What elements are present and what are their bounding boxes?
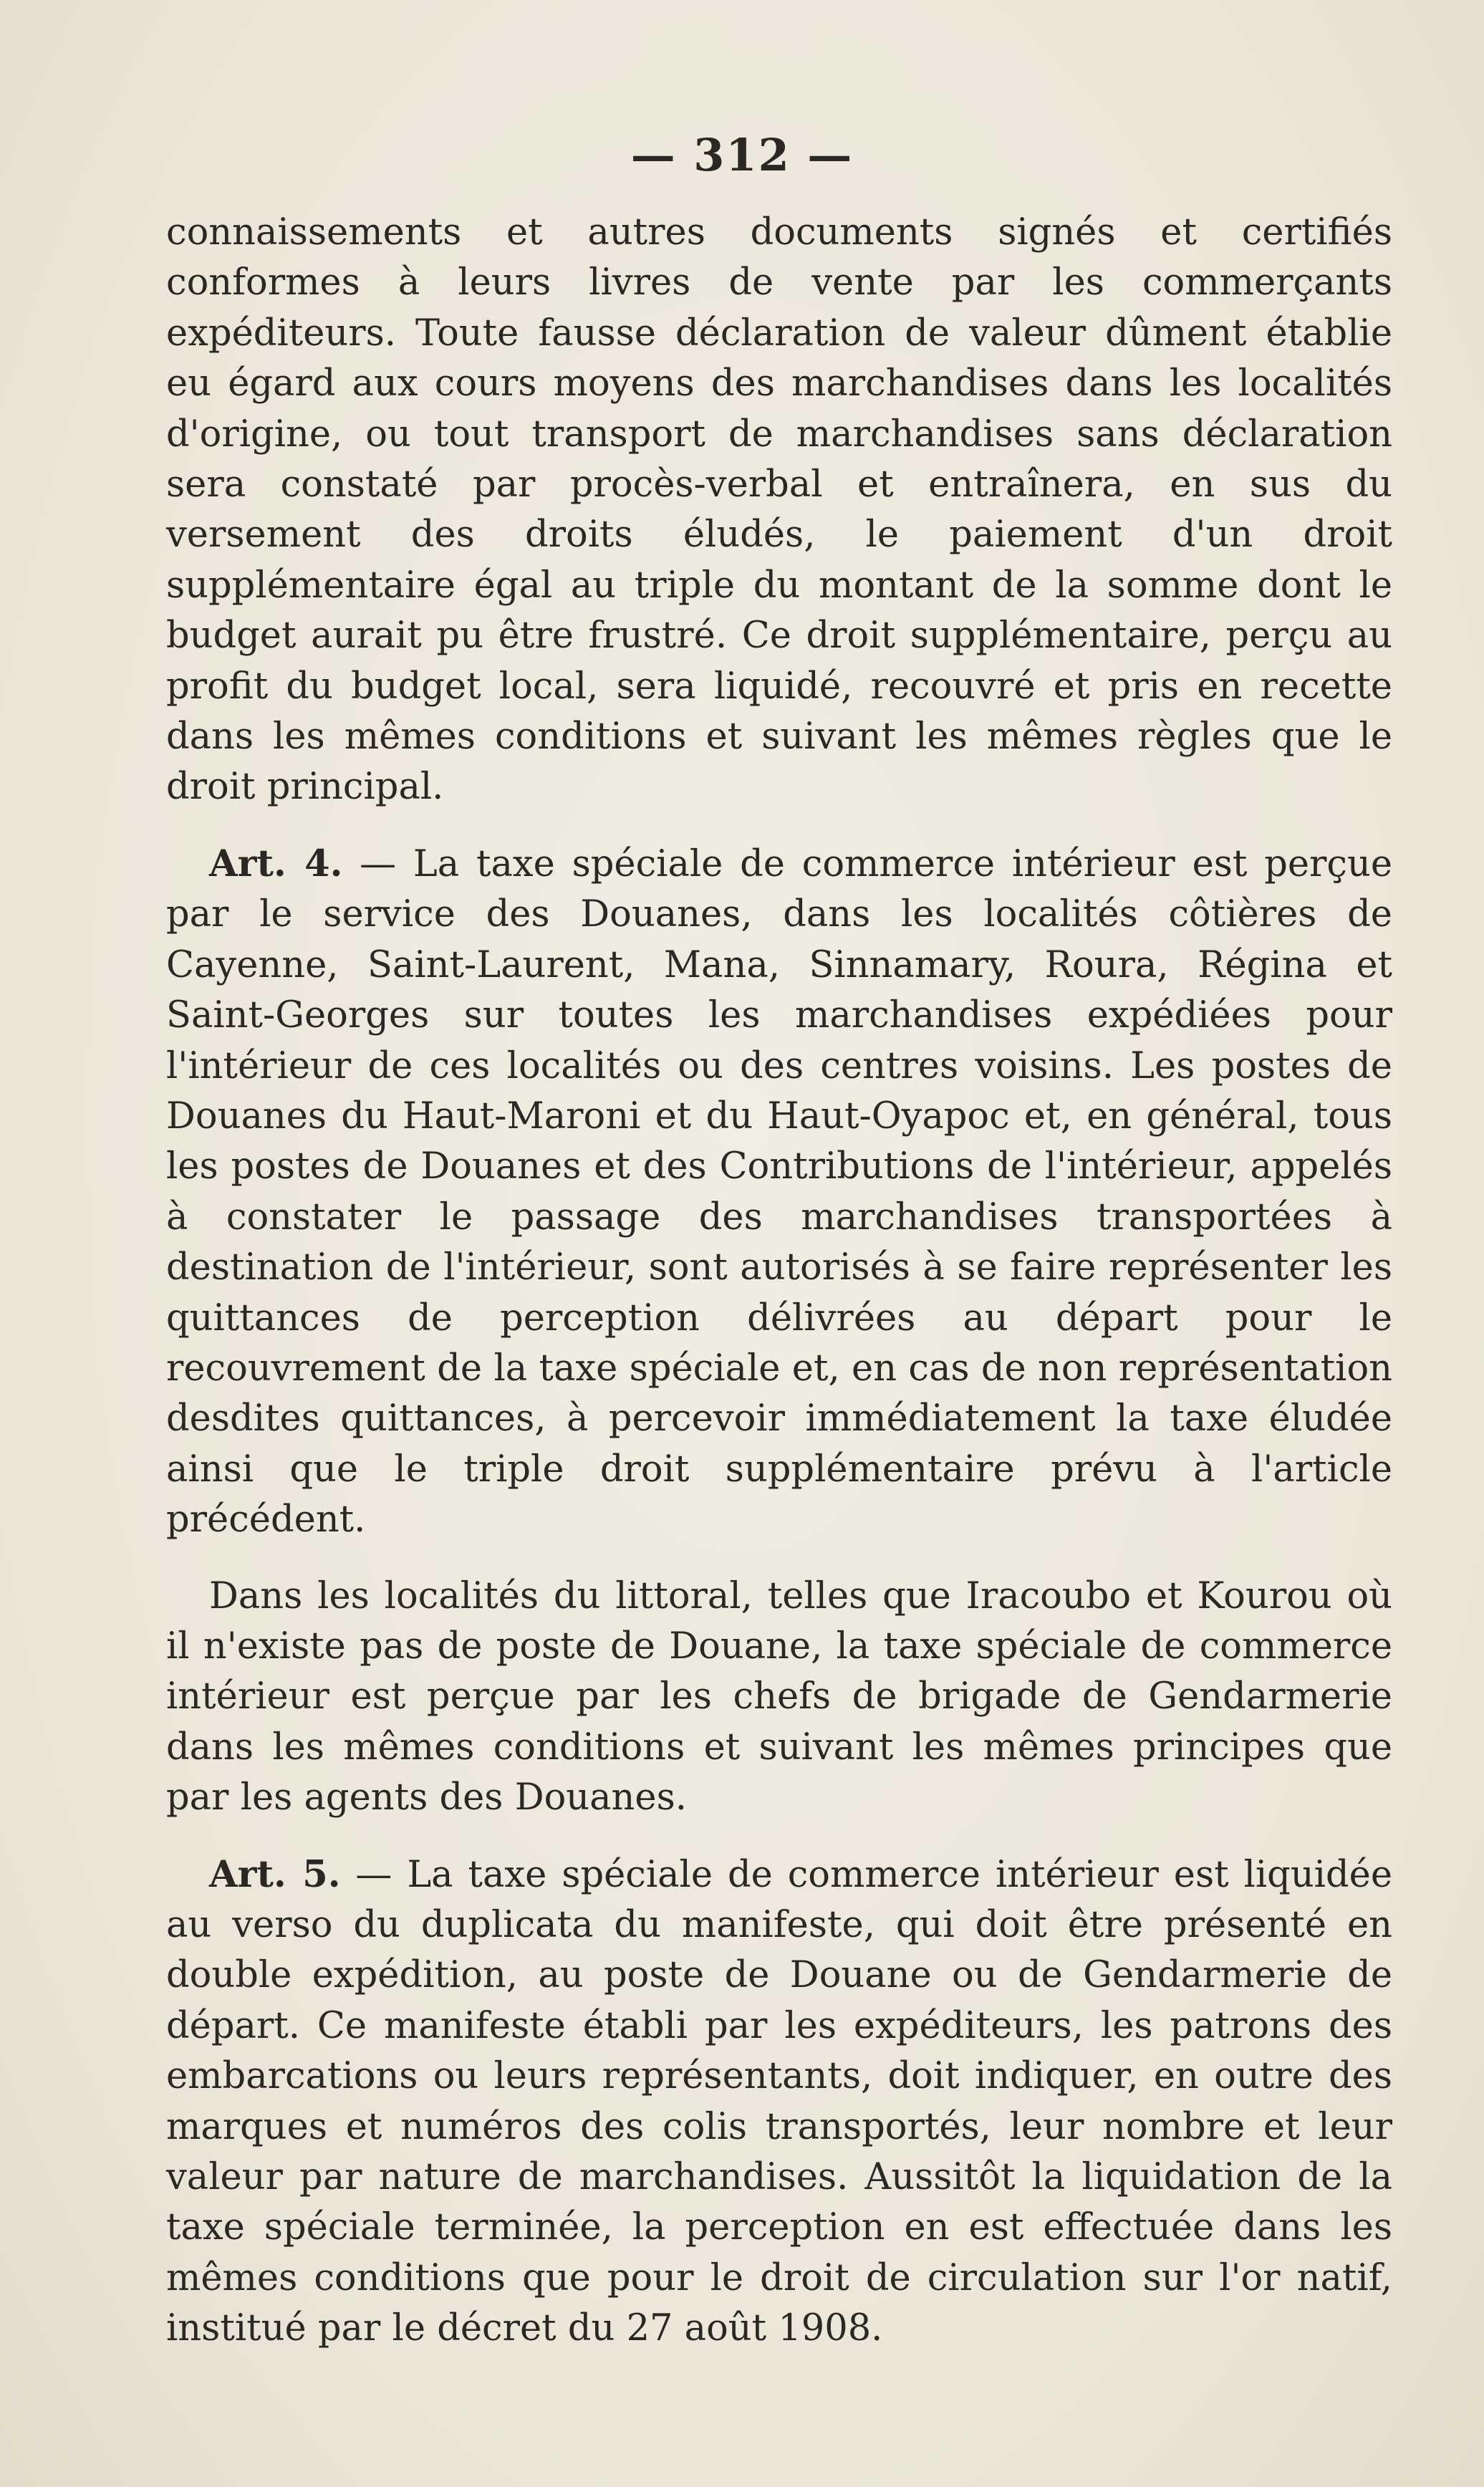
- paragraph-text: Dans les localités du littoral, telles que Iracoubo et Kourou où il n'existe pas de poste de Douane, la taxe spéciale de commerce intérieur est perçue par les chefs de brigade de Gendarmerie dans les mêmes conditions et suivant les mêmes principes que par les agents des Douanes.: [166, 1574, 1392, 1819]
- article-number: Art. 4.: [209, 842, 343, 885]
- paragraph-text: — La taxe spéciale de commerce intérieur est perçue par le service des Douanes, dans les localités côtières de Cayenne, Saint-Laurent, Mana, Sinnamary, Roura, Régina et Saint-Georges sur toutes les marchandises expédiées pour l'intérieur de ces localités ou des centres voisins. Les postes de Douanes du Haut-Maroni et du Haut-Oyapoc et, en général, tous les postes de Douanes et des Contributions de l'intérieur, appelés à constater le passage des marchandises transportées à destination de l'intérieur, sont autorisés à se faire représenter les quittances de perception délivrées au départ pour le recouvrement de la taxe spéciale et, en cas de non représentation desdites quittances, à percevoir immédiatement la taxe éludée ainsi que le triple droit supplémentaire prévu à l'article précédent.: [166, 842, 1392, 1541]
- body-text: [166, 208, 1392, 2354]
- paragraph-article-5: [166, 1849, 1392, 2354]
- paragraph-text: — La taxe spéciale de commerce intérieur est liquidée au verso du duplicata du manifeste, qui doit être présenté en double expédition, au poste de Douane ou de Gendarmerie de départ. Ce manifeste établi par les expéditeurs, les patrons des embarcations ou leurs représentants, doit indiquer, en outre des marques et numéros des colis transportés, leur nombre et leur valeur par nature de marchandises. Aussitôt la liquidation de la taxe spéciale terminée, la perception en est effectuée dans les mêmes conditions que pour le droit de circulation sur l'or natif, institué par le décret du 27 août 1908.: [166, 1853, 1392, 2350]
- paragraph-continuation: [166, 208, 1392, 813]
- paragraph-littoral: [166, 1572, 1392, 1824]
- article-number: Art. 5.: [209, 1852, 341, 1896]
- paragraph-text: connaissements et autres documents signés et certifiés conformes à leurs livres de vente par les commerçants expéditeurs. Toute fausse déclaration de valeur dûment établie eu égard aux cours moyens des marchandises dans les localités d'origine, ou tout transport de marchandises sans déclaration sera constaté par procès-verbal et entraînera, en sus du versement des droits éludés, le paiement d'un droit supplémentaire égal au triple du montant de la somme dont le budget aurait pu être frustré. Ce droit supplémentaire, perçu au profit du budget local, sera liquidé, recouvré et pris en recette dans les mêmes conditions et suivant les mêmes règles que le droit principal.: [166, 211, 1392, 809]
- page-number: — 312 —: [630, 129, 854, 181]
- paragraph-article-4: [166, 839, 1392, 1546]
